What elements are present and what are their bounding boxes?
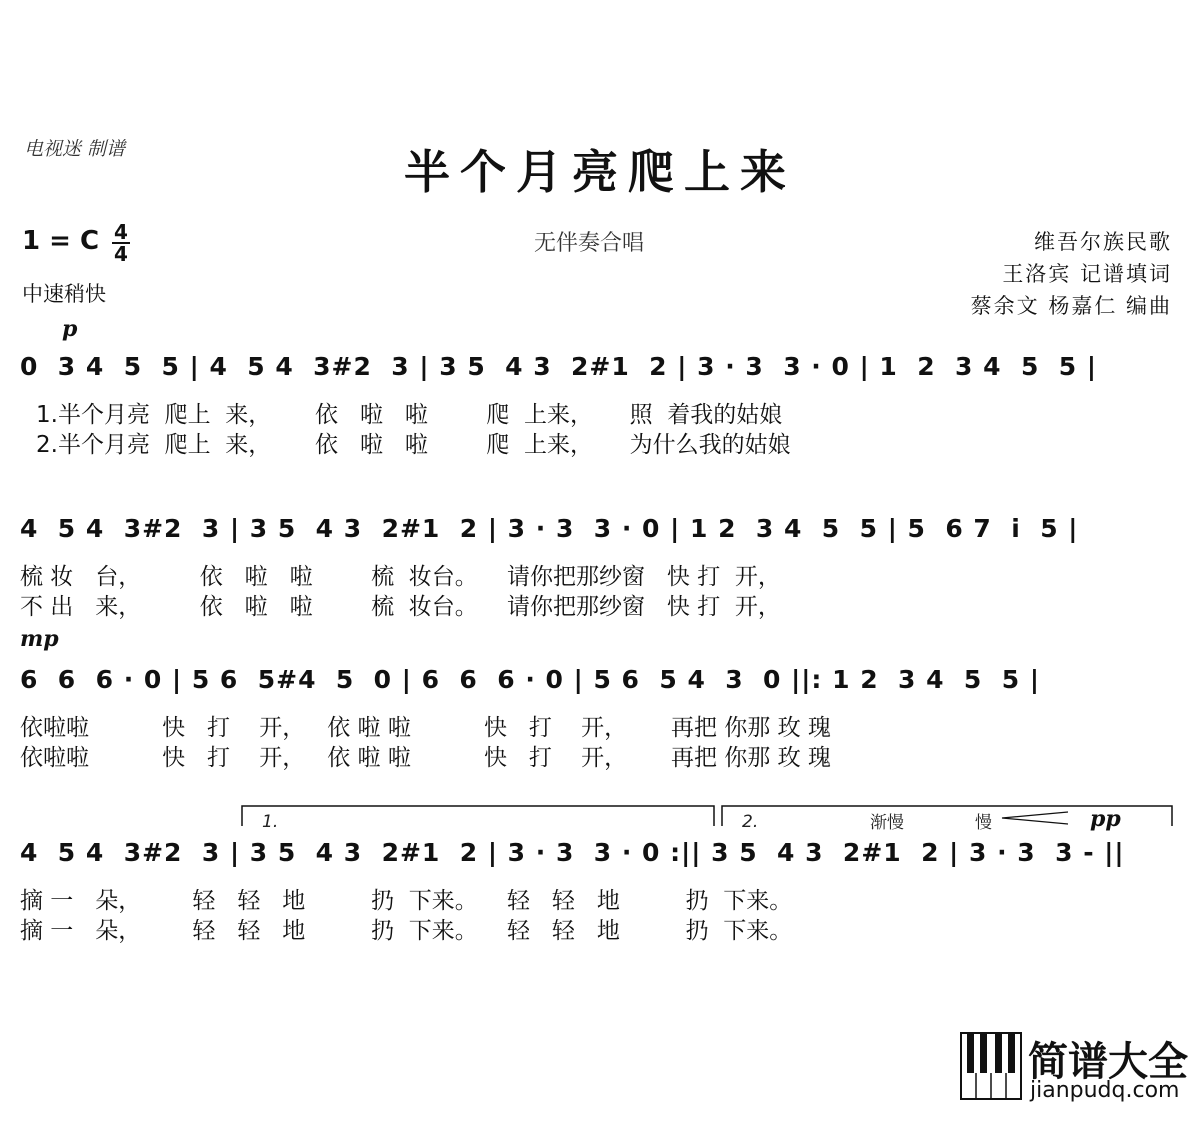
key-signature: 1 = C <box>22 226 100 256</box>
staff-row-3: 6 6 6 · 0 | 5 6 5#4 5 0 | 6 6 6 · 0 | 5 6 5 4 3 0 ||: 1 2 3 4 5 5 | <box>20 665 1040 694</box>
lyric-row-3-verse-2: 依啦啦 快 打 开， 依 啦 啦 快 打 开， 再把 你那 玫 瑰 <box>20 745 831 771</box>
lyric-row-2-verse-1: 梳 妆 台， 依 啦 啦 梳 妆台。 请你把那纱窗 快 打 开， <box>20 564 781 590</box>
time-bottom: 4 <box>114 242 128 266</box>
slow-marking: 慢 <box>975 813 992 833</box>
lyric-row-1-verse-2: 2.半个月亮 爬上 来， 依 啦 啦 爬 上来， 为什么我的姑娘 <box>36 432 791 458</box>
dynamic-mp: mp <box>20 626 59 652</box>
song-title: 半个月亮爬上来 <box>404 145 796 199</box>
staff-row-4: 4 5 4 3#2 3 | 3 5 4 3 2#1 2 | 3 · 3 3 · 0 :|| 3 5 4 3 2#1 2 | 3 · 3 3 - || <box>20 838 1125 867</box>
ending-2-label: 2. <box>742 812 759 832</box>
tempo-marking: 中速稍快 <box>22 282 106 306</box>
site-logo <box>960 1026 1190 1116</box>
lyric-row-3-verse-1: 依啦啦 快 打 开， 依 啦 啦 快 打 开， 再把 你那 玫 瑰 <box>20 715 831 741</box>
lyric-row-4-verse-2: 摘 一 朵， 轻 轻 地 扔 下来。 轻 轻 地 扔 下来。 <box>20 918 793 944</box>
ending-1-label: 1. <box>262 812 279 832</box>
dynamic-p: p <box>62 316 78 342</box>
logo-text: 简谱大全 <box>1028 1039 1188 1085</box>
piano-keys-icon <box>960 1032 1022 1102</box>
subtitle: 无伴奏合唱 <box>534 231 645 256</box>
credit-lyricist: 王洛宾 记谱填词 <box>1002 262 1172 286</box>
staff-row-2: 4 5 4 3#2 3 | 3 5 4 3 2#1 2 | 3 · 3 3 · 0 | 1 2 3 4 5 5 | 5 6 7 i 5 | <box>20 514 1079 543</box>
lyric-row-4-verse-1: 摘 一 朵， 轻 轻 地 扔 下来。 轻 轻 地 扔 下来。 <box>20 888 793 914</box>
credit-origin: 维吾尔族民歌 <box>1034 230 1172 254</box>
credit-arranger: 蔡余文 杨嘉仁 编曲 <box>970 294 1172 318</box>
time-top: 4 <box>114 220 128 244</box>
staff-row-1: 0 3 4 5 5 | 4 5 4 3#2 3 | 3 5 4 3 2#1 2 | 3 · 3 3 · 0 | 1 2 3 4 5 5 | <box>20 352 1097 381</box>
ritardando-marking: 渐慢 <box>870 813 904 833</box>
dynamic-pp: pp <box>1090 806 1121 832</box>
maker-credit: 电视迷 制谱 <box>24 138 126 160</box>
lyric-row-1-verse-1: 1.半个月亮 爬上 来， 依 啦 啦 爬 上来， 照 着我的姑娘 <box>36 402 783 428</box>
logo-url: jianpudq.com <box>1030 1078 1180 1103</box>
lyric-row-2-verse-2: 不 出 来， 依 啦 啦 梳 妆台。 请你把那纱窗 快 打 开， <box>20 594 781 620</box>
